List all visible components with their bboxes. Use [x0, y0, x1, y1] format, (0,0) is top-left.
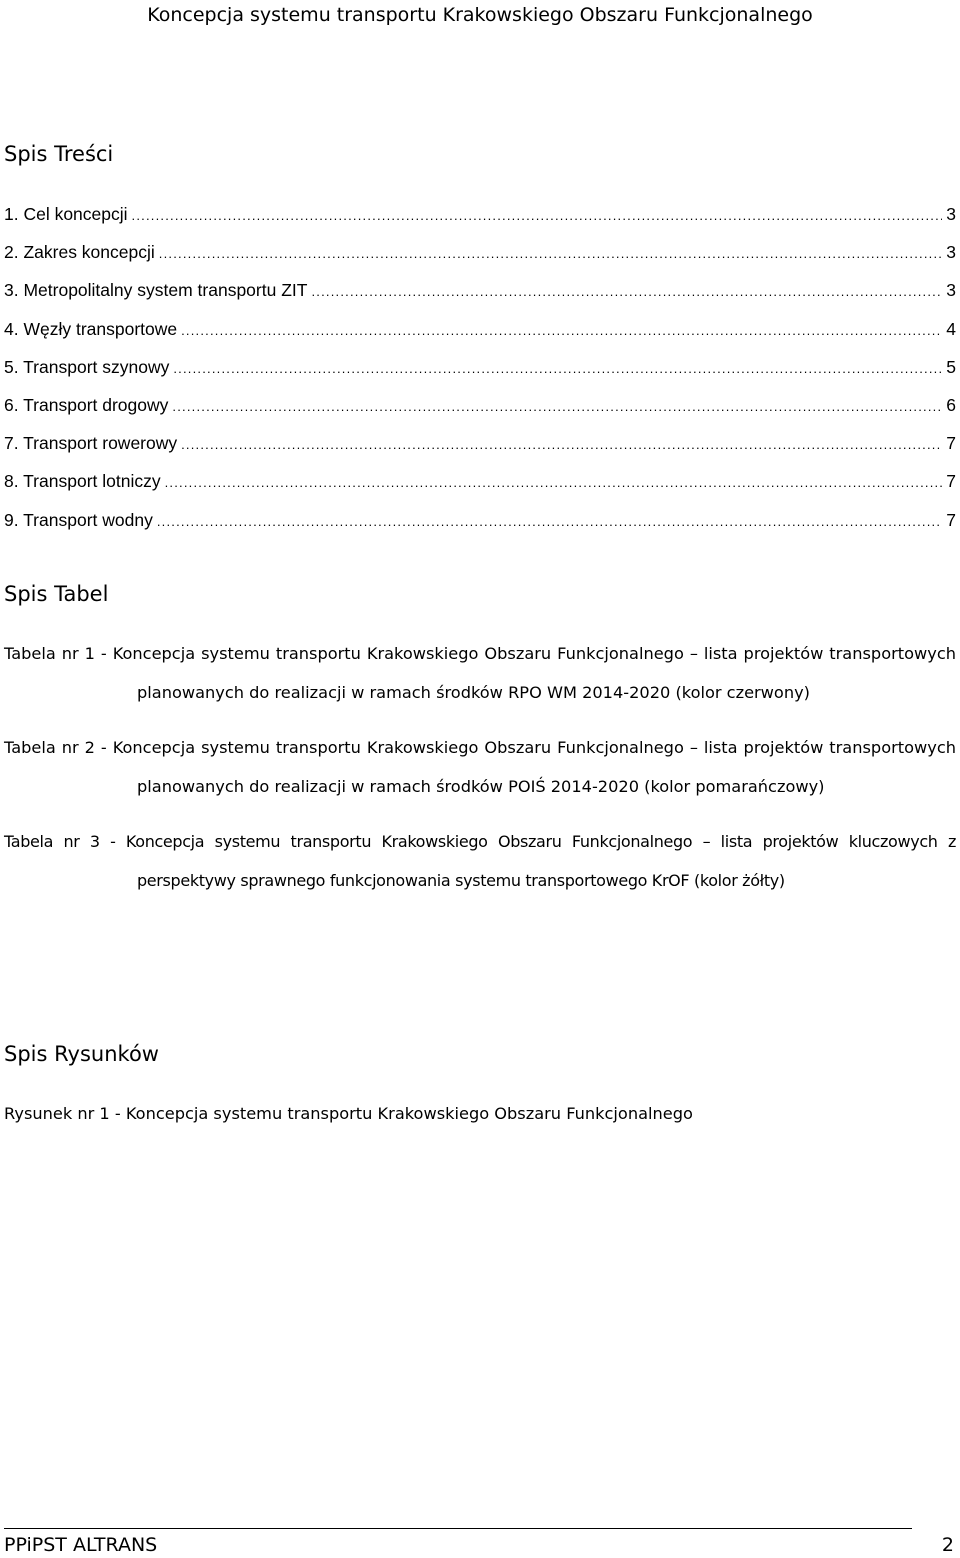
toc-dot-leader	[157, 508, 942, 536]
toc-entry-label: 4. Węzły transportowe	[4, 318, 178, 339]
toc-entry-1[interactable]	[4, 200, 956, 238]
toc-entry-label: 7. Transport rowerowy	[4, 433, 178, 454]
toc-entry-label: 9. Transport wodny	[4, 509, 153, 530]
toc-entry-page: 3	[946, 242, 956, 263]
toc-entry-9[interactable]	[4, 506, 956, 544]
figures-heading: Spis Rysunków	[4, 1042, 159, 1066]
toc-entry-5[interactable]	[4, 353, 956, 391]
table-caption-1[interactable]: Tabela nr 1 - Koncepcja systemu transportu Krakowskiego Obszaru Funkcjonalnego – lista projektów transportowych planowanych do realizacji w ramach środków RPO WM 2014-2020 (kolor czerwony)	[4, 644, 956, 702]
toc-dot-leader	[181, 317, 942, 345]
toc-entry-2[interactable]	[4, 238, 956, 276]
toc-entry-label: 3. Metropolitalny system transportu ZIT	[4, 280, 308, 301]
tables-heading: Spis Tabel	[4, 582, 109, 606]
toc-entry-4[interactable]	[4, 315, 956, 353]
toc-dot-leader	[165, 469, 943, 497]
table-caption-3[interactable]: Tabela nr 3 - Koncepcja systemu transportu Krakowskiego Obszaru Funkcjonalnego – lista projektów kluczowych z perspektywy sprawnego funkcjonowania systemu transportowego KrOF (kolor żółty)	[4, 832, 956, 890]
page-header-title: Koncepcja systemu transportu Krakowskiego Obszaru Funkcjonalnego	[147, 4, 813, 26]
list-of-figures	[4, 1094, 956, 1133]
table-of-contents	[4, 200, 956, 544]
contents-heading: Spis Treści	[4, 142, 114, 166]
footer-rule	[4, 1528, 912, 1529]
list-of-tables	[4, 634, 956, 900]
figure-caption-1[interactable]: Rysunek nr 1 - Koncepcja systemu transportu Krakowskiego Obszaru Funkcjonalnego	[4, 1104, 693, 1123]
footer-page-number: 2	[941, 1534, 954, 1556]
toc-dot-leader	[311, 278, 942, 306]
toc-entry-page: 3	[946, 280, 956, 301]
footer-company: PPiPST ALTRANS	[4, 1534, 158, 1556]
toc-dot-leader	[159, 240, 943, 268]
toc-entry-page: 7	[946, 509, 956, 530]
toc-entry-page: 7	[946, 433, 956, 454]
toc-entry-label: 1. Cel koncepcji	[4, 204, 128, 224]
toc-entry-page: 3	[946, 204, 956, 224]
toc-entry-3[interactable]	[4, 276, 956, 314]
toc-entry-page: 6	[946, 394, 956, 415]
toc-dot-leader	[132, 202, 943, 230]
toc-entry-6[interactable]	[4, 391, 956, 429]
toc-entry-page: 5	[946, 356, 956, 377]
toc-entry-label: 6. Transport drogowy	[4, 394, 169, 415]
toc-dot-leader	[172, 393, 942, 421]
toc-entry-label: 8. Transport lotniczy	[4, 471, 161, 492]
toc-entry-page: 7	[946, 471, 956, 492]
toc-entry-page: 4	[946, 318, 956, 339]
toc-dot-leader	[173, 355, 942, 383]
toc-entry-7[interactable]	[4, 429, 956, 467]
table-caption-2[interactable]: Tabela nr 2 - Koncepcja systemu transportu Krakowskiego Obszaru Funkcjonalnego – lista projektów transportowych planowanych do realizacji w ramach środków POIŚ 2014-2020 (kolor pomarańczowy)	[4, 738, 956, 796]
toc-dot-leader	[181, 431, 942, 459]
toc-entry-8[interactable]	[4, 467, 956, 505]
toc-entry-label: 5. Transport szynowy	[4, 356, 170, 377]
toc-entry-label: 2. Zakres koncepcji	[4, 242, 155, 263]
